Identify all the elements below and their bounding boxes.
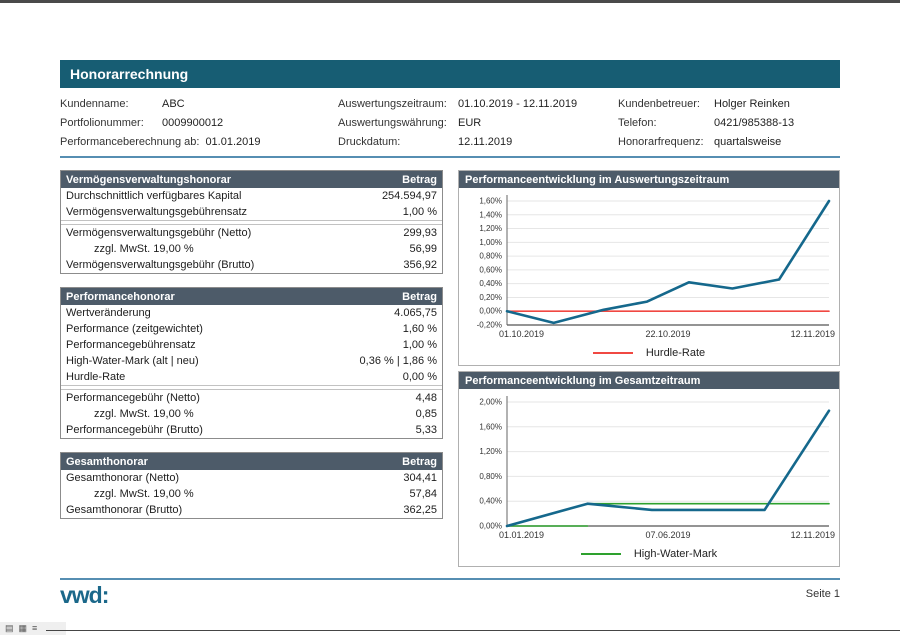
table-row <box>61 470 442 486</box>
amount-column-header: Betrag <box>402 455 437 468</box>
table-row <box>61 188 442 204</box>
charts-column <box>458 170 840 572</box>
meta-kundenname <box>60 94 338 113</box>
meta-label: Honorarfrequenz: <box>618 135 704 148</box>
row-label: Wertveränderung <box>66 307 151 319</box>
meta-telefon <box>618 113 840 132</box>
chart-title: Performanceentwicklung im Auswertungszeitraum <box>459 171 839 188</box>
meta-auswertungswaehrung <box>338 113 618 132</box>
row-label: Durchschnittlich verfügbares Kapital <box>66 190 242 202</box>
page-title: Honorarrechnung <box>60 60 840 88</box>
chart-legend <box>459 343 839 365</box>
table-header <box>61 171 442 188</box>
table-header <box>61 288 442 305</box>
meta-value: 0421/985388-13 <box>714 116 795 129</box>
vwd-logo: vwd: <box>60 582 109 608</box>
chart-panel-gesamtzeitraum <box>458 371 840 567</box>
row-value: 56,99 <box>409 243 437 255</box>
row-label: zzgl. MwSt. 19,00 % <box>94 488 194 500</box>
meta-value: quartalsweise <box>714 135 782 148</box>
row-value: 0,36 % | 1,86 % <box>359 355 437 367</box>
fee-tables-column <box>60 170 443 532</box>
legend-label: High-Water-Mark <box>633 548 718 560</box>
viewer-page-mode-bar <box>0 622 66 635</box>
row-value: 5,33 <box>415 424 437 436</box>
svg-text:0,80%: 0,80% <box>479 251 502 261</box>
svg-text:0,40%: 0,40% <box>479 279 502 289</box>
meta-label: Auswertungszeitraum: <box>338 97 447 110</box>
meta-kundenbetreuer <box>618 94 840 113</box>
row-value: 356,92 <box>403 259 437 271</box>
chart-title: Performanceentwicklung im Gesamtzeitraum <box>459 372 839 389</box>
single-page-icon[interactable]: ▤ <box>5 623 14 633</box>
table-title: Gesamthonorar <box>66 455 148 468</box>
header-separator <box>60 156 840 158</box>
meta-label: Druckdatum: <box>338 135 401 148</box>
row-label: Hurdle-Rate <box>66 371 126 383</box>
meta-portfolionummer <box>60 113 338 132</box>
chart-legend <box>459 544 839 566</box>
footer-separator <box>60 578 840 580</box>
table-row <box>61 422 442 438</box>
header-info-col2 <box>338 94 618 151</box>
row-label: Gesamthonorar (Brutto) <box>66 504 183 516</box>
svg-text:0,80%: 0,80% <box>479 471 502 481</box>
table-row <box>61 337 442 353</box>
table-row <box>61 204 442 220</box>
table-title: Vermögensverwaltungshonorar <box>66 173 232 186</box>
svg-text:0,00%: 0,00% <box>479 521 502 531</box>
honorarrechnung-document <box>60 60 840 607</box>
meta-value: 12.11.2019 <box>458 135 513 148</box>
header-info <box>60 94 840 151</box>
svg-text:12.11.2019: 12.11.2019 <box>790 329 835 339</box>
viewer-bottom-edge <box>46 630 900 631</box>
table-performancehonorar <box>60 287 443 439</box>
header-info-col1 <box>60 94 338 151</box>
performance-auswertungszeitraum-chart <box>459 191 837 343</box>
high-water-mark-line-swatch <box>581 553 621 555</box>
row-label: Performancegebührensatz <box>66 339 196 351</box>
row-value: 57,84 <box>409 488 437 500</box>
svg-text:07.06.2019: 07.06.2019 <box>645 530 691 540</box>
table-row <box>61 369 442 385</box>
svg-text:0,40%: 0,40% <box>479 496 502 506</box>
table-row <box>61 225 442 241</box>
svg-text:-0,20%: -0,20% <box>476 320 502 330</box>
meta-label: Auswertungswährung: <box>338 116 447 129</box>
table-row <box>61 486 442 502</box>
svg-text:1,60%: 1,60% <box>479 422 502 432</box>
legend-label: Hurdle-Rate <box>645 347 706 359</box>
row-value: 1,00 % <box>402 206 437 218</box>
row-value: 362,25 <box>403 504 437 516</box>
row-label: zzgl. MwSt. 19,00 % <box>94 408 194 420</box>
table-row <box>61 257 442 273</box>
svg-text:2,00%: 2,00% <box>479 397 502 407</box>
row-value: 0,85 <box>415 408 437 420</box>
meta-value: 01.01.2019 <box>205 135 261 148</box>
row-value: 1,60 % <box>402 323 437 335</box>
svg-text:0,60%: 0,60% <box>479 265 502 275</box>
meta-label: Telefon: <box>618 116 657 129</box>
table-row <box>61 502 442 518</box>
performance-gesamtzeitraum-chart <box>459 392 837 544</box>
table-vermoegensverwaltungshonorar <box>60 170 443 274</box>
row-value: 299,93 <box>403 227 437 239</box>
table-gesamthonorar <box>60 452 443 519</box>
svg-text:0,00%: 0,00% <box>479 306 502 316</box>
window-top-edge <box>0 0 900 3</box>
table-title: Performancehonorar <box>66 290 175 303</box>
chart-panel-auswertungszeitraum <box>458 170 840 366</box>
table-row <box>61 241 442 257</box>
meta-value: EUR <box>458 116 482 129</box>
meta-label: Portfolionummer: <box>60 116 144 129</box>
row-label: Gesamthonorar (Netto) <box>66 472 180 484</box>
row-value: 4.065,75 <box>394 307 437 319</box>
row-label: zzgl. MwSt. 19,00 % <box>94 243 194 255</box>
table-row <box>61 321 442 337</box>
page-number: Seite 1 <box>805 588 840 600</box>
row-value: 304,41 <box>403 472 437 484</box>
row-value: 4,48 <box>415 392 437 404</box>
facing-pages-icon[interactable]: ▦ <box>18 623 28 633</box>
row-label: Vermögensverwaltungsgebühr (Netto) <box>66 227 252 239</box>
meta-label: Kundenbetreuer: <box>618 97 700 110</box>
row-label: Performance (zeitgewichtet) <box>66 323 203 335</box>
row-label: High-Water-Mark (alt | neu) <box>66 355 199 367</box>
row-value: 0,00 % <box>402 371 437 383</box>
svg-text:1,20%: 1,20% <box>479 224 502 234</box>
meta-value: 0009900012 <box>162 116 224 129</box>
svg-text:12.11.2019: 12.11.2019 <box>790 530 835 540</box>
meta-value: ABC <box>162 97 185 110</box>
svg-text:01.10.2019: 01.10.2019 <box>499 329 545 339</box>
svg-text:1,40%: 1,40% <box>479 210 502 220</box>
row-value: 254.594,97 <box>381 190 437 202</box>
row-label: Vermögensverwaltungsgebühr (Brutto) <box>66 259 255 271</box>
row-label: Vermögensverwaltungsgebührensatz <box>66 206 248 218</box>
meta-label: Kundenname: <box>60 97 129 110</box>
table-header <box>61 453 442 470</box>
meta-honorarfrequenz <box>618 132 840 151</box>
table-row <box>61 353 442 369</box>
meta-value: Holger Reinken <box>714 97 790 110</box>
row-label: Performancegebühr (Brutto) <box>66 424 203 436</box>
meta-auswertungszeitraum <box>338 94 618 113</box>
continuous-pages-icon[interactable]: ≡ <box>32 623 38 633</box>
svg-text:01.01.2019: 01.01.2019 <box>499 530 545 540</box>
amount-column-header: Betrag <box>402 173 437 186</box>
svg-text:1,20%: 1,20% <box>479 447 502 457</box>
header-info-col3 <box>618 94 840 151</box>
row-label: Performancegebühr (Netto) <box>66 392 200 404</box>
svg-text:0,20%: 0,20% <box>479 292 502 302</box>
table-row <box>61 390 442 406</box>
meta-value: 01.10.2019 - 12.11.2019 <box>458 97 578 110</box>
meta-label: Performanceberechnung ab: <box>60 135 200 148</box>
meta-druckdatum <box>338 132 618 151</box>
hurdle-rate-line-swatch <box>593 352 633 354</box>
table-row <box>61 305 442 321</box>
svg-text:22.10.2019: 22.10.2019 <box>645 329 691 339</box>
footer <box>60 583 840 607</box>
svg-text:1,60%: 1,60% <box>479 196 502 206</box>
svg-text:1,00%: 1,00% <box>479 237 502 247</box>
row-value: 1,00 % <box>402 339 437 351</box>
amount-column-header: Betrag <box>402 290 437 303</box>
table-row <box>61 406 442 422</box>
meta-performanceberechnung <box>60 132 338 151</box>
